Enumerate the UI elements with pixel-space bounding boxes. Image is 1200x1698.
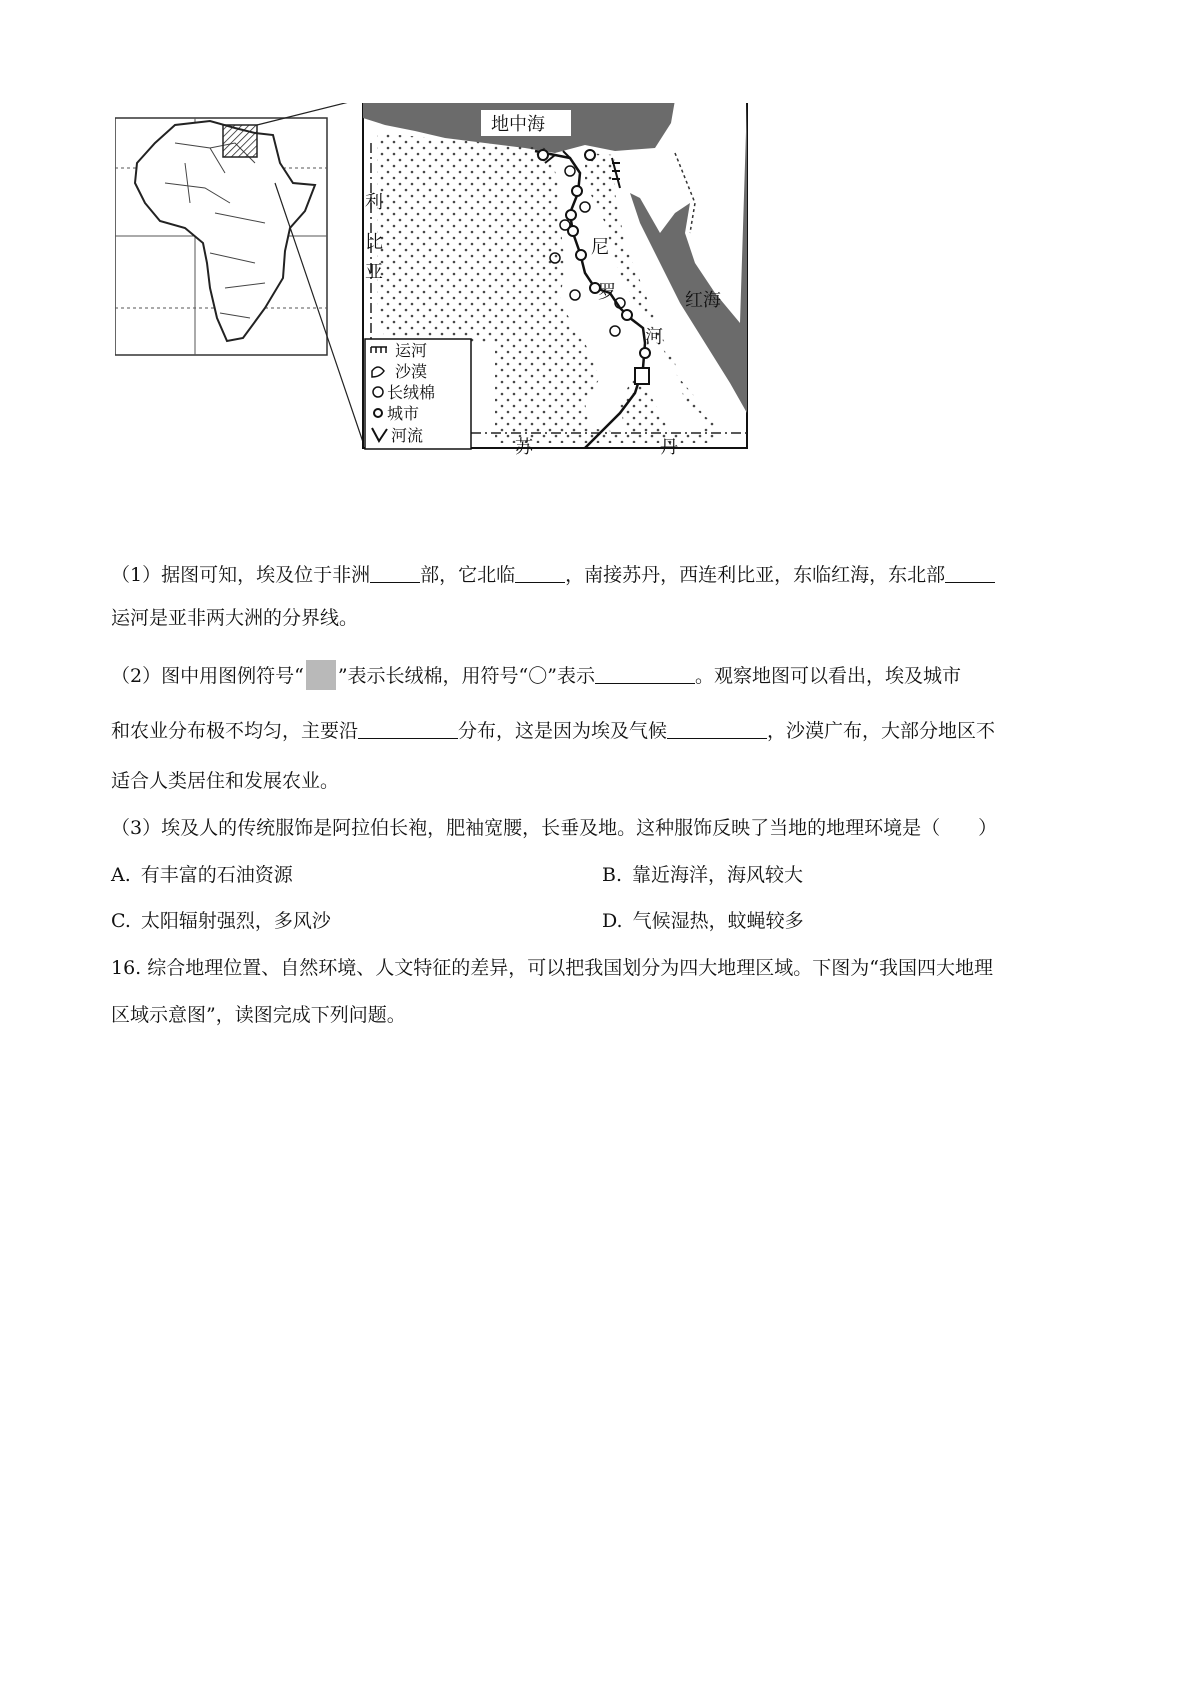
q16-text-2: 区域示意图”，读图完成下列问题。 bbox=[111, 1004, 406, 1026]
q3-option-d[interactable] bbox=[602, 906, 804, 933]
sudan-label-2: 丹 bbox=[660, 437, 678, 458]
city-marker bbox=[640, 348, 650, 358]
nile-label-2: 罗 bbox=[598, 282, 616, 303]
mediterranean-label: 地中海 bbox=[491, 114, 545, 135]
q3-option-a[interactable] bbox=[111, 860, 293, 887]
egypt-map-figure bbox=[115, 103, 827, 495]
option-letter: C. bbox=[111, 910, 131, 932]
libya-label-2: 比 bbox=[365, 232, 383, 253]
q2-text-2: ”表示长绒棉，用符号“〇”表示 bbox=[337, 665, 595, 687]
q2-blank-distribution[interactable] bbox=[358, 718, 458, 739]
legend-city-label: 城市 bbox=[387, 404, 420, 423]
q16-text-1: 16. 综合地理位置、自然环境、人文特征的差异，可以把我国划分为四大地理区域。下图为“我国四大地理 bbox=[111, 957, 993, 979]
legend-desert-label: 沙漠 bbox=[395, 362, 428, 381]
option-text: 靠近海洋，海风较大 bbox=[632, 864, 804, 886]
q1-blank-direction[interactable] bbox=[370, 562, 420, 583]
q3-option-b[interactable] bbox=[602, 860, 803, 887]
nile-label-1: 尼 bbox=[591, 237, 609, 258]
q3-stem bbox=[111, 813, 997, 840]
city-marker bbox=[576, 250, 586, 260]
city-marker bbox=[572, 186, 582, 196]
q2-text-5: 分布，这是因为埃及气候 bbox=[458, 720, 668, 742]
option-letter: D. bbox=[602, 910, 623, 932]
option-letter: A. bbox=[111, 864, 131, 886]
option-text: 气候湿热，蚊蝇较多 bbox=[632, 910, 804, 932]
libya-label-1: 利 bbox=[365, 192, 383, 213]
q2-text-4: 和农业分布极不均匀，主要沿 bbox=[111, 720, 359, 742]
q2-blank-city-symbol[interactable] bbox=[595, 663, 695, 684]
red-sea-label: 红海 bbox=[685, 290, 721, 311]
q1-text-1: （1）据图可知，埃及位于非洲 bbox=[111, 564, 371, 586]
q3-stem-text: （3）埃及人的传统服饰是阿拉伯长袍，肥袖宽腰，长垂及地。这种服饰反映了当地的地理环境是（ ） bbox=[111, 817, 998, 839]
egypt-main-map bbox=[363, 103, 747, 458]
q2-line-3 bbox=[111, 766, 339, 793]
q1-blank-canal[interactable] bbox=[945, 562, 995, 583]
legend-river-label: 河流 bbox=[391, 426, 424, 445]
city-marker bbox=[566, 210, 576, 220]
q1-line-1 bbox=[111, 560, 995, 587]
libya-label-3: 亚 bbox=[365, 262, 383, 283]
q2-text-1: （2）图中用图例符号“ bbox=[111, 665, 304, 687]
q3-option-c[interactable] bbox=[111, 906, 331, 933]
city-marker bbox=[538, 150, 548, 160]
option-letter: B. bbox=[602, 864, 623, 886]
q2-text-3: 。观察地图可以看出，埃及城市 bbox=[694, 665, 961, 687]
q2-line-2 bbox=[111, 716, 995, 743]
sudan-label-1: 苏 bbox=[515, 437, 533, 458]
africa-inset-map bbox=[115, 103, 365, 448]
q1-line-2 bbox=[111, 603, 358, 630]
cotton-symbol-icon bbox=[306, 660, 336, 690]
q16-line-1 bbox=[111, 953, 993, 980]
q2-line-1 bbox=[111, 660, 961, 690]
egypt-highlight-box bbox=[223, 125, 257, 157]
q1-blank-north-sea[interactable] bbox=[515, 562, 565, 583]
q16-line-2 bbox=[111, 1000, 406, 1027]
legend-cotton-label: 长绒棉 bbox=[387, 383, 436, 402]
q1-text-2: 部，它北临 bbox=[420, 564, 516, 586]
map-legend bbox=[365, 339, 471, 449]
q1-text-3: ，南接苏丹，西连利比亚，东临红海，东北部 bbox=[565, 564, 946, 586]
city-marker bbox=[585, 150, 595, 160]
city-legend-icon bbox=[374, 409, 382, 417]
nile-label-3: 河 bbox=[645, 327, 663, 348]
option-text: 有丰富的石油资源 bbox=[140, 864, 293, 886]
city-marker bbox=[622, 310, 632, 320]
q1-text-4: 运河是亚非两大洲的分界线。 bbox=[111, 607, 359, 629]
q2-text-7: 适合人类居住和发展农业。 bbox=[111, 770, 340, 792]
option-text: 太阳辐射强烈，多风沙 bbox=[140, 910, 331, 932]
legend-canal-label: 运河 bbox=[395, 341, 428, 360]
q2-blank-climate[interactable] bbox=[667, 718, 767, 739]
q2-text-6: ，沙漠广布，大部分地区不 bbox=[767, 720, 996, 742]
